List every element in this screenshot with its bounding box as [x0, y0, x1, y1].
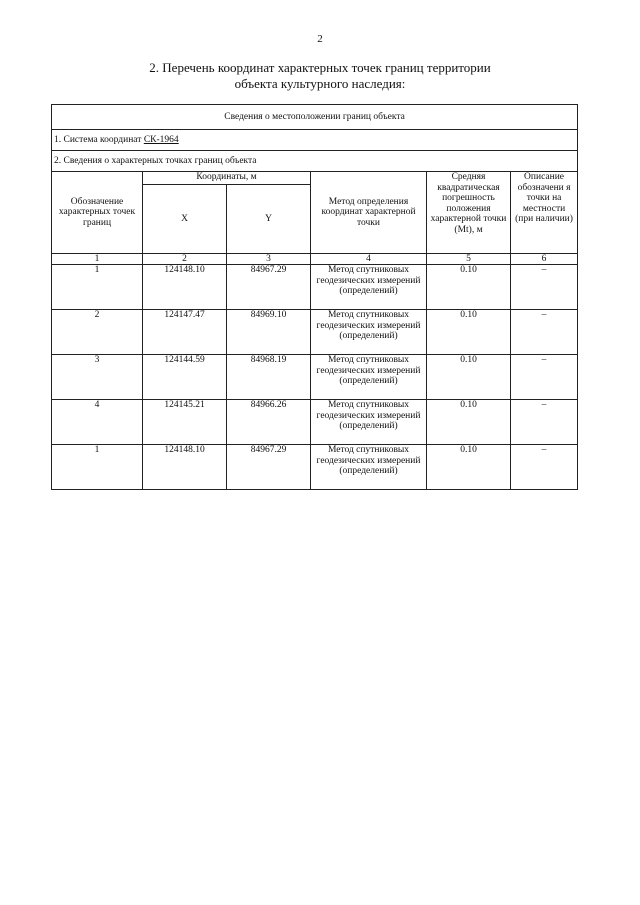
- title-line-1: 2. Перечень координат характерных точек границ территории: [149, 60, 491, 75]
- x-cell: 124145.21: [143, 400, 227, 445]
- header-y: Y: [227, 185, 311, 254]
- title-line-2: объекта культурного наследия:: [234, 76, 406, 91]
- description-cell: –: [511, 445, 578, 490]
- column-number: 3: [227, 254, 311, 265]
- coord-system-value: СК-1964: [143, 134, 179, 145]
- y-cell: 84967.29: [227, 265, 311, 310]
- error-cell: 0.10: [427, 310, 511, 355]
- table-row: [52, 355, 578, 400]
- method-cell: Метод спутниковых геодезических измерений (определений): [311, 400, 427, 445]
- header-x: X: [143, 185, 227, 254]
- table-row: [52, 445, 578, 490]
- column-number: 2: [143, 254, 227, 265]
- document-title: [0, 60, 640, 92]
- table-row: [52, 310, 578, 355]
- y-cell: 84969.10: [227, 310, 311, 355]
- header-designation: Обозначение характерных точек границ: [52, 172, 143, 254]
- coord-system-prefix: 1. Система координат: [54, 134, 144, 145]
- method-cell: Метод спутниковых геодезических измерений (определений): [311, 310, 427, 355]
- column-number: 4: [311, 254, 427, 265]
- description-cell: –: [511, 400, 578, 445]
- point-cell: 4: [52, 400, 143, 445]
- column-number: 1: [52, 254, 143, 265]
- point-cell: 1: [52, 265, 143, 310]
- point-cell: 1: [52, 445, 143, 490]
- error-cell: 0.10: [427, 265, 511, 310]
- point-cell: 3: [52, 355, 143, 400]
- point-cell: 2: [52, 310, 143, 355]
- column-number: 6: [511, 254, 578, 265]
- header-coordinates: Координаты, м: [143, 172, 311, 185]
- description-cell: –: [511, 310, 578, 355]
- description-cell: –: [511, 265, 578, 310]
- header-description: Описание обозначени я точки на местности (при наличии): [511, 172, 578, 254]
- header-method: Метод определения координат характерной точки: [311, 172, 427, 254]
- error-cell: 0.10: [427, 355, 511, 400]
- y-cell: 84967.29: [227, 445, 311, 490]
- points-heading: 2. Сведения о характерных точках границ объекта: [52, 151, 578, 172]
- y-cell: 84966.26: [227, 400, 311, 445]
- method-cell: Метод спутниковых геодезических измерений (определений): [311, 265, 427, 310]
- error-cell: 0.10: [427, 400, 511, 445]
- table-row: [52, 265, 578, 310]
- method-cell: Метод спутниковых геодезических измерений (определений): [311, 445, 427, 490]
- table-row: [52, 400, 578, 445]
- coord-system-row: [52, 130, 578, 151]
- x-cell: 124148.10: [143, 265, 227, 310]
- error-cell: 0.10: [427, 445, 511, 490]
- x-cell: 124147.47: [143, 310, 227, 355]
- description-cell: –: [511, 355, 578, 400]
- page-number: 2: [317, 33, 323, 45]
- y-cell: 84968.19: [227, 355, 311, 400]
- x-cell: 124144.59: [143, 355, 227, 400]
- header-error: Средняя квадратическая погрешность положения характерной точки (Mt), м: [427, 172, 511, 254]
- table-heading: Сведения о местоположении границ объекта: [52, 105, 578, 130]
- column-number: 5: [427, 254, 511, 265]
- x-cell: 124148.10: [143, 445, 227, 490]
- method-cell: Метод спутниковых геодезических измерений (определений): [311, 355, 427, 400]
- coordinates-table: [51, 104, 578, 490]
